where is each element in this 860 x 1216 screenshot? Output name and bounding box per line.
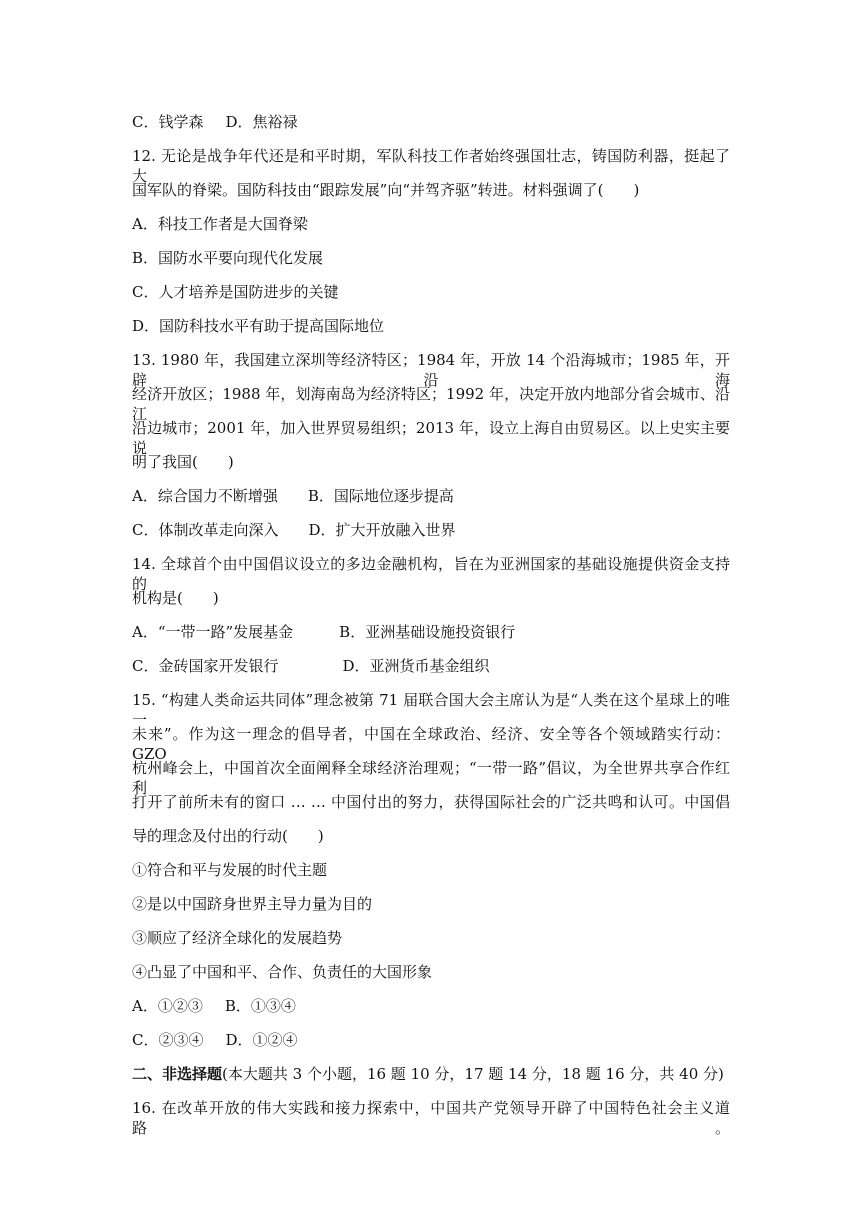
q14-option-d: D．亚洲货币基金组织: [342, 657, 490, 675]
q12-option-a: A．科技工作者是大国脊梁: [132, 215, 308, 233]
q12-option-d: D．国防科技水平有助于提高国际地位: [132, 317, 385, 335]
q15-option-b: B．①③④: [224, 997, 296, 1015]
q14-stem-line-1: 14. 全球首个由中国倡议设立的多边金融机构，旨在为亚洲国家的基础设施提供资金支持的: [132, 555, 730, 593]
q14-options-ab: [132, 622, 515, 642]
q13-option-c: C．体制改革走向深入: [132, 521, 279, 539]
q15-statement-1: ①符合和平与发展的时代主题: [132, 861, 328, 879]
q15-option-d: D．①②④: [225, 1031, 298, 1049]
section-2-note: (本大题共 3 个小题，16 题 10 分，17 题 14 分，18 题 16 分，共 40 分): [222, 1065, 724, 1083]
q15-stem-line-2: 未来”。作为这一理念的倡导者，中国在全球政治、经济、安全等各个领域踏实行动： GZO: [132, 725, 730, 763]
section-2-title: 二、非选择题: [132, 1065, 223, 1083]
q14-option-a: A．“一带一路”发展基金: [132, 623, 294, 641]
q11-option-d: D．焦裕禄: [225, 113, 298, 131]
q15-options-ab: [132, 996, 296, 1016]
q13-stem-line-2: 经济开放区；1988 年，划海南岛为经济特区；1992 年，决定开放内地部分省会城市、沿江: [132, 385, 730, 423]
q11-options-cd: [132, 112, 298, 132]
q15-stem-line-1: 15. “构建人类命运共同体”理念被第 71 届联合国大会主席认为是“人类在这个星球上的唯一: [132, 691, 730, 729]
q12-option-c: C．人才培养是国防进步的关键: [132, 283, 339, 301]
q15-statement-3: ③顺应了经济全球化的发展趋势: [132, 929, 343, 947]
q13-option-b: B．国际地位逐步提高: [307, 487, 454, 505]
q15-stem-line-3: 杭州峰会上，中国首次全面阐释全球经济治理观；“一带一路”倡议，为全世界共享合作红利: [132, 759, 730, 797]
q14-stem-line-2: 机构是( ): [132, 589, 219, 607]
q15-statement-4: ④凸显了中国和平、合作、负责任的大国形象: [132, 963, 433, 981]
q12-option-b: B．国防水平要向现代化发展: [132, 249, 324, 267]
q13-stem-line-3: 沿边城市；2001 年，加入世界贸易组织；2013 年，设立上海自由贸易区。以上史实主要说: [132, 419, 730, 457]
q15-option-c: C．②③④: [132, 1031, 204, 1049]
q12-stem-line-1: 12. 无论是战争年代还是和平时期，军队科技工作者始终强国壮志，铸国防利器，挺起了大: [132, 147, 730, 185]
q13-options-cd: [132, 520, 456, 540]
q14-option-c: C．金砖国家开发银行: [132, 657, 279, 675]
q13-stem-line-1: 13. 1980 年，我国建立深圳等经济特区；1984 年，开放 14 个沿海城市；1985 年，开辟沿海: [132, 351, 730, 389]
q11-option-c: C．钱学森: [132, 113, 204, 131]
q13-stem-line-4: 明了我国( ): [132, 453, 234, 471]
q14-options-cd: [132, 656, 490, 676]
q13-option-d: D．扩大开放融入世界: [308, 521, 456, 539]
q15-option-a: A．①②③: [132, 997, 203, 1015]
q15-statement-2: ②是以中国跻身世界主导力量为目的: [132, 895, 373, 913]
q16-stem-line-1: 16. 在改革开放的伟大实践和接力探索中，中国共产党领导开辟了中国特色社会主义道路。: [132, 1099, 730, 1137]
section-2-heading: [132, 1064, 724, 1084]
q15-stem-line-4: 打开了前所未有的窗口 … … 中国付出的努力，获得国际社会的广泛共鸣和认可。中国倡: [132, 793, 730, 811]
q15-stem-line-5: 导的理念及付出的行动( ): [132, 827, 324, 845]
q14-option-b: B．亚洲基础设施投资银行: [339, 623, 516, 641]
q15-options-cd: [132, 1030, 298, 1050]
q12-stem-line-2: 国军队的脊梁。国防科技由“跟踪发展”向“并驾齐驱”转进。材料强调了( ): [132, 181, 640, 199]
q13-option-a: A．综合国力不断增强: [132, 487, 278, 505]
q13-options-ab: [132, 486, 454, 506]
